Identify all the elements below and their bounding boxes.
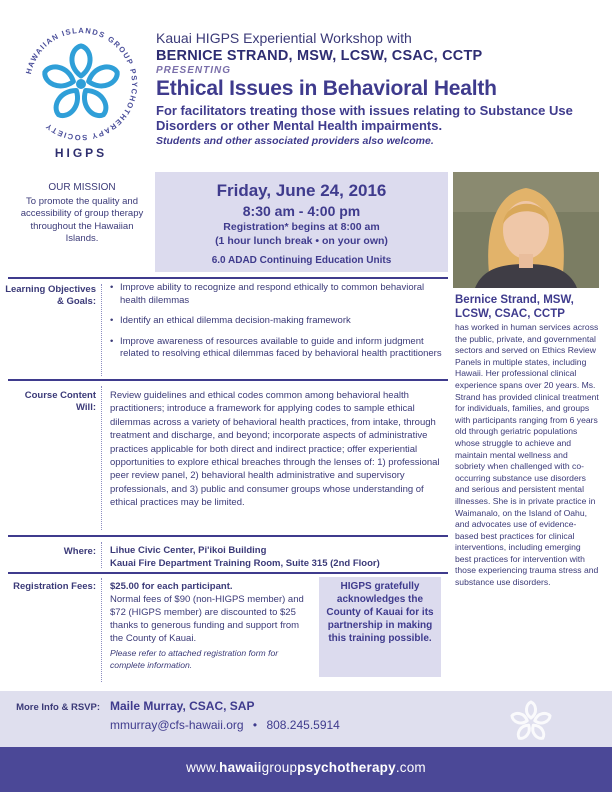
dotted-guide [101, 284, 102, 376]
hibiscus-icon [42, 46, 120, 120]
contact-name: Maile Murray, CSAC, SAP [110, 699, 255, 713]
contact-separator: • [252, 718, 258, 732]
higps-logo [22, 22, 140, 170]
divider [8, 379, 448, 381]
rsvp-label: More Info & RSVP: [16, 702, 100, 713]
list-item: • Identify an ethical dilemma decision-making framework [108, 315, 446, 328]
dotted-guide [101, 542, 102, 568]
logo-ring-text: HAWAIIAN ISLANDS GROUP PSYCHOTHERAPY SOCIETY [24, 25, 140, 143]
bio-text: has worked in human services across the public, private, and governmental sectors and served on Ethics Review Panels in multiple states, including Hawaii. Her professional clinical experience spans over 20 years. Ms. Strand has provided clinical treatment for individuals, families, and groups with participants ranging from 6 years old through geriatric populations whose struggle to achieve and maintain mental wellness and sobriety when challenged with co-occurring substance use disorders and serious and persistent mental illnesses. She is in private practice in Waimanalo, on the Island of Oahu, and advocates use of evidence-based best practices for clinical interventions, including emerging best practices for intervention with those experiencing trauma stress and substance use disorders. [455, 322, 599, 588]
fee-price: $25.00 for each participant. [110, 581, 233, 592]
students-welcome: Students and other associated providers also welcome. [156, 135, 434, 147]
url-part: group [261, 760, 298, 775]
dotted-guide [101, 386, 102, 530]
event-time: 8:30 am - 4:00 pm [242, 203, 361, 219]
event-ceu: 6.0 ADAD Continuing Education Units [211, 255, 392, 266]
event-date: Friday, June 24, 2016 [216, 181, 387, 200]
footer-band [0, 747, 612, 792]
location-line1: Lihue Civic Center, Pi'ikoi Building [110, 545, 267, 556]
presenter-photo [453, 172, 599, 288]
event-box [155, 172, 448, 272]
logo-emblem [22, 22, 140, 146]
location-line2: Kauai Fire Department Training Room, Suite 315 (2nd Floor) [110, 558, 380, 569]
fee-note: Please refer to attached registration form for complete information. [110, 648, 279, 670]
url-suffix: .com [395, 760, 426, 775]
list-item: • Improve ability to recognize and respond ethically to common behavioral health dilemmas [108, 282, 446, 307]
divider-top [8, 277, 448, 279]
event-lunch: (1 hour lunch break • on your own) [215, 235, 388, 247]
contact-email[interactable]: mmurray@cfs-hawaii.org [110, 718, 244, 732]
workshop-line: Kauai HIGPS Experiential Workshop with [156, 30, 412, 46]
presenting-label: PRESENTING [156, 65, 232, 76]
divider [8, 535, 448, 537]
where-label: Where: [63, 546, 96, 557]
website-link[interactable] [0, 760, 612, 775]
course-content-text: Review guidelines and ethical codes common among behavioral health practitioners; introduce a framework for applying codes to sample ethical dilemmas across a variety of behavioral health practices, from intake, through treatment and discharge, and beyond; incorporate aspects of administrative practices applicable for both direct and indirect practice; offer experiential opportunities to explore ethical breaches through the lenses of: 1) professional peer review panel, 2) behavioral health administrative and supervisory professionals, and 3) public and consumer groups whose understanding of ethical practices may be limited. [110, 390, 440, 509]
course-label: Course Content Will: [24, 390, 96, 413]
bio-name: Bernice Strand, MSW, LCSW, CSAC, CCTP [455, 294, 574, 320]
page-title: Ethical Issues in Behavioral Health [156, 77, 497, 100]
mission-block [14, 182, 150, 246]
presenter-name: BERNICE STRAND, MSW, LCSW, CSAC, CCTP [156, 48, 483, 64]
contact-phone[interactable]: 808.245.5914 [266, 718, 340, 732]
objectives-label: Learning Objectives & Goals: [5, 284, 96, 307]
dotted-guide [101, 578, 102, 682]
mission-text: To promote the quality and accessibility of group therapy throughout the Hawaiian Islands. [20, 195, 144, 244]
presenter-bio [455, 294, 599, 589]
event-registration-time: Registration* begins at 8:00 am [223, 221, 380, 233]
url-part: psychotherapy [297, 760, 396, 775]
audience-line: For facilitators treating those with issues relating to Substance Use Disorders or other Mental Health impairments. [156, 103, 573, 133]
acknowledgement-box: HIGPS gratefully acknowledges the County of Kauai for its partnership in making this training possible. [319, 577, 441, 677]
objectives-list [108, 282, 446, 369]
location [110, 544, 450, 570]
contact-details [110, 718, 340, 732]
fees-label: Registration Fees: [13, 581, 96, 592]
url-part: hawaii [219, 760, 262, 775]
url-prefix: www. [186, 760, 220, 775]
mission-title: OUR MISSION [48, 182, 116, 193]
list-item: • Improve awareness of resources available to guide and inform judgment related to resolving ethical dilemmas faced by behavioral health practitioners [108, 336, 446, 361]
logo-acronym: HIGPS [54, 146, 108, 160]
divider [8, 572, 448, 574]
header [156, 30, 602, 147]
fee-details: Normal fees of $90 (non-HIGPS member) and $72 (HIGPS member) are discounted to $25 thanks to generous funding and support from the County of Kauai. [110, 594, 304, 644]
flower-icon [505, 696, 557, 748]
fees-block [110, 580, 310, 671]
